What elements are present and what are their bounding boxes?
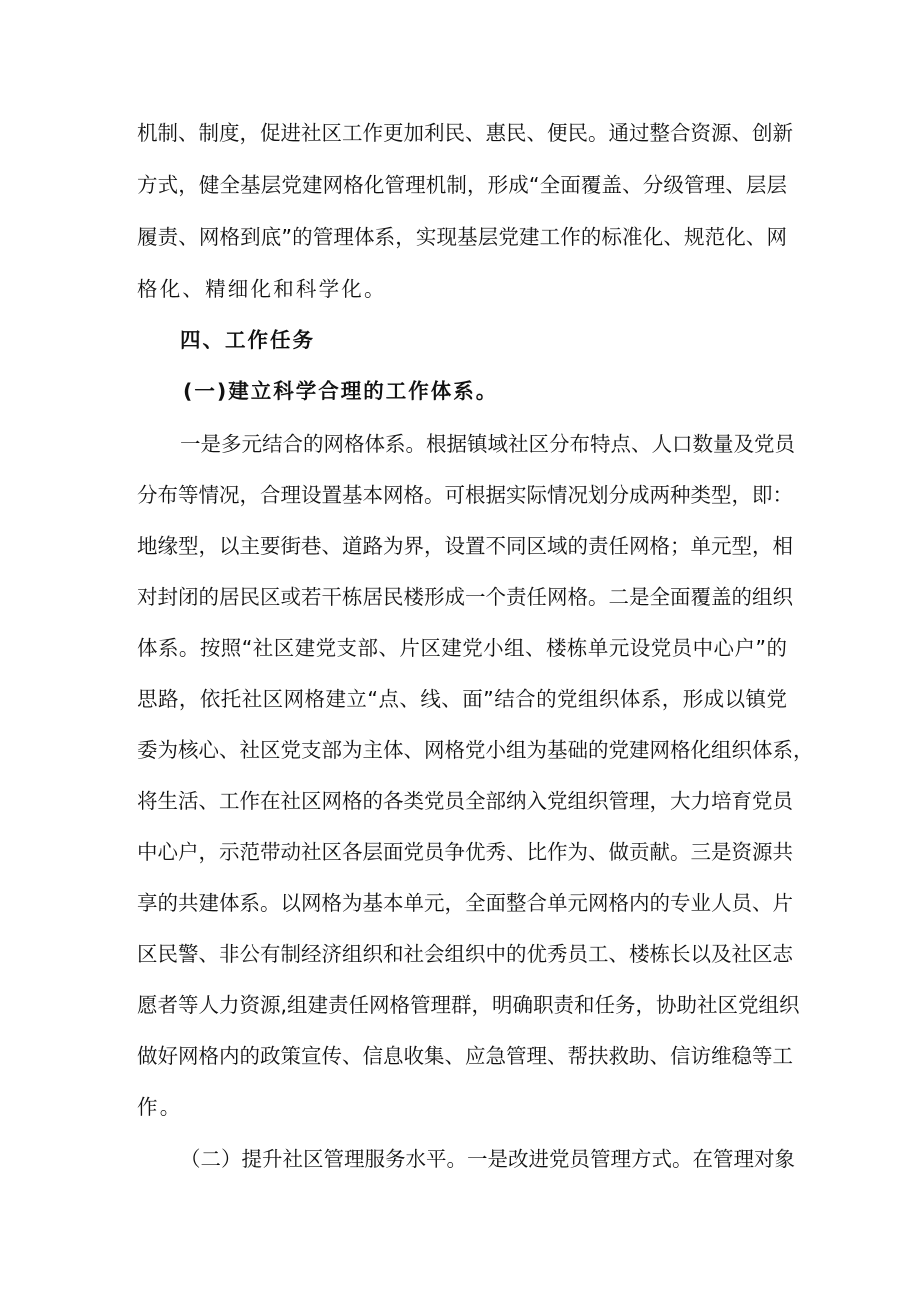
paragraph-1-line-2: 方式，健全基层党建网格化管理机制，形成“全面覆盖、分级管理、层层 [137, 173, 787, 197]
paragraph-2-line-12: 愿者等人力资源,组建责任网格管理群，明确职责和任务，协助社区党组织 [137, 993, 800, 1017]
paragraph-2-line-11: 区民警、非公有制经济组织和社会组织中的优秀员工、楼栋长以及社区志 [137, 942, 793, 966]
paragraph-1-line-3: 履责、网格到底”的管理体系，实现基层党建工作的标准化、规范化、网 [137, 225, 787, 249]
paragraph-2-line-5: 体系。按照“社区建党支部、片区建党小组、楼栋单元设党员中心户”的 [137, 636, 787, 660]
paragraph-3-line-1: （二）提升社区管理服务水平。一是改进党员管理方式。在管理对象 [180, 1147, 795, 1171]
paragraph-2-line-8: 将生活、工作在社区网格的各类党员全部纳入党组织管理，大力培育党员 [137, 789, 793, 813]
paragraph-1-line-4: 格化、精细化和科学化。 [137, 277, 387, 301]
section-heading: 四、工作任务 [180, 328, 315, 352]
paragraph-2-line-6: 思路，依托社区网格建立“点、线、面”结合的党组织体系，形成以镇党 [137, 687, 787, 711]
paragraph-2-line-2: 分布等情况，合理设置基本网格。可根据实际情况划分成两种类型，即： [137, 483, 793, 507]
paragraph-2-line-10: 享的共建体系。以网格为基本单元，全面整合单元网格内的专业人员、片 [137, 891, 793, 915]
paragraph-2-line-14: 作。 [137, 1095, 183, 1119]
paragraph-2-line-13: 做好网格内的政策宣传、信息收集、应急管理、帮扶救助、信访维稳等工 [137, 1044, 793, 1068]
subsection-heading: (一)建立科学合理的工作体系。 [183, 379, 499, 403]
paragraph-2-line-3: 地缘型，以主要街巷、道路为界，设置不同区域的责任网格；单元型，相 [137, 534, 793, 558]
paragraph-2-line-7: 委为核心、社区党支部为主体、网格党小组为基础的党建网格化组织体系， [137, 738, 814, 762]
paragraph-1-line-1: 机制、制度，促进社区工作更加利民、惠民、便民。通过整合资源、创新 [137, 121, 793, 145]
paragraph-2-line-1: 一是多元结合的网格体系。根据镇域社区分布特点、人口数量及党员 [180, 432, 795, 456]
paragraph-2-line-4: 对封闭的居民区或若干栋居民楼形成一个责任网格。二是全面覆盖的组织 [137, 585, 793, 609]
paragraph-2-line-9: 中心户，示范带动社区各层面党员争优秀、比作为、做贡献。三是资源共 [137, 840, 793, 864]
